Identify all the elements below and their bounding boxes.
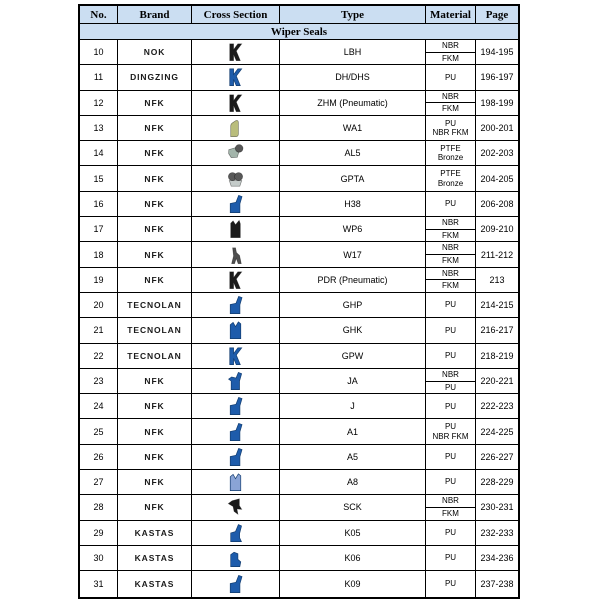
material-cell bbox=[426, 495, 476, 520]
material-value: NBR bbox=[442, 496, 459, 506]
material-value: PTFE bbox=[440, 143, 461, 153]
material-cell bbox=[426, 344, 476, 369]
type-name: WA1 bbox=[280, 116, 426, 141]
material-value: PU bbox=[444, 72, 457, 82]
cross-section-cell bbox=[192, 546, 280, 571]
material-cell bbox=[426, 40, 476, 65]
cross-section-cell bbox=[192, 369, 280, 394]
round-block-icon bbox=[224, 116, 247, 140]
table-header-row bbox=[80, 6, 518, 24]
page-range: 200-201 bbox=[476, 116, 518, 141]
page-range: 196-197 bbox=[476, 65, 518, 90]
brand-name: NFK bbox=[118, 141, 192, 166]
cross-section-cell bbox=[192, 344, 280, 369]
type-name: ZHM (Pneumatic) bbox=[280, 91, 426, 116]
material-value: PU bbox=[444, 300, 457, 310]
brand-name: TECNOLAN bbox=[118, 293, 192, 318]
type-name: K09 bbox=[280, 571, 426, 596]
material-value: PU bbox=[444, 350, 457, 360]
table-row bbox=[80, 521, 518, 546]
material-value: NBR bbox=[442, 91, 459, 101]
material-value: PU bbox=[444, 477, 457, 487]
row-number: 15 bbox=[80, 166, 118, 191]
boot-icon bbox=[224, 445, 247, 469]
brand-name: KASTAS bbox=[118, 546, 192, 571]
table-row bbox=[80, 242, 518, 267]
cross-section-cell bbox=[192, 116, 280, 141]
material-value: NBR bbox=[442, 369, 459, 379]
cross-section-cell bbox=[192, 394, 280, 419]
page-range: 194-195 bbox=[476, 40, 518, 65]
page-range: 222-223 bbox=[476, 394, 518, 419]
type-name: GPTA bbox=[280, 166, 426, 191]
row-number: 12 bbox=[80, 91, 118, 116]
table-row bbox=[80, 166, 518, 191]
cross-section-cell bbox=[192, 419, 280, 444]
boot-icon bbox=[224, 572, 247, 596]
page-range: 202-203 bbox=[476, 141, 518, 166]
type-name: AL5 bbox=[280, 141, 426, 166]
material-cell bbox=[426, 470, 476, 495]
row-number: 22 bbox=[80, 344, 118, 369]
brand-name: NFK bbox=[118, 217, 192, 242]
boot-foot-icon bbox=[224, 546, 247, 570]
material-cell bbox=[426, 192, 476, 217]
row-number: 14 bbox=[80, 141, 118, 166]
row-number: 11 bbox=[80, 65, 118, 90]
type-name: LBH bbox=[280, 40, 426, 65]
type-name: JA bbox=[280, 369, 426, 394]
row-number: 17 bbox=[80, 217, 118, 242]
column-header-type: Type bbox=[280, 6, 426, 24]
material-value: Bronze bbox=[437, 153, 464, 163]
row-number: 29 bbox=[80, 521, 118, 546]
table-row bbox=[80, 445, 518, 470]
table-row bbox=[80, 40, 518, 65]
row-number: 26 bbox=[80, 445, 118, 470]
brand-name: NFK bbox=[118, 91, 192, 116]
type-name: A5 bbox=[280, 445, 426, 470]
table-body bbox=[80, 40, 518, 597]
page-range: 213 bbox=[476, 268, 518, 293]
table-row bbox=[80, 91, 518, 116]
page-range: 218-219 bbox=[476, 344, 518, 369]
k-profile-icon bbox=[224, 65, 247, 89]
column-header-cross-section: Cross Section bbox=[192, 6, 280, 24]
k-profile-icon bbox=[224, 344, 247, 368]
brand-name: NFK bbox=[118, 445, 192, 470]
page-range: 204-205 bbox=[476, 166, 518, 191]
material-value: FKM bbox=[426, 507, 475, 520]
page-range: 214-215 bbox=[476, 293, 518, 318]
cross-section-cell bbox=[192, 268, 280, 293]
material-cell bbox=[426, 293, 476, 318]
brand-name: NOK bbox=[118, 40, 192, 65]
boot-icon bbox=[224, 192, 247, 216]
notch-block-icon bbox=[224, 318, 247, 342]
row-number: 27 bbox=[80, 470, 118, 495]
cross-section-cell bbox=[192, 293, 280, 318]
row-number: 21 bbox=[80, 318, 118, 343]
material-value: PU bbox=[444, 422, 457, 432]
material-value: NBR FKM bbox=[432, 128, 469, 138]
type-name: J bbox=[280, 394, 426, 419]
brand-name: NFK bbox=[118, 369, 192, 394]
material-cell bbox=[426, 546, 476, 571]
material-cell bbox=[426, 394, 476, 419]
page-range: 211-212 bbox=[476, 242, 518, 267]
cross-section-cell bbox=[192, 91, 280, 116]
column-header-no: No. bbox=[80, 6, 118, 24]
material-value: NBR bbox=[442, 218, 459, 228]
brand-name: NFK bbox=[118, 495, 192, 520]
material-value: PU bbox=[426, 381, 475, 394]
cross-section-cell bbox=[192, 40, 280, 65]
material-cell bbox=[426, 419, 476, 444]
table-row bbox=[80, 293, 518, 318]
brand-name: NFK bbox=[118, 268, 192, 293]
type-name: A8 bbox=[280, 470, 426, 495]
material-value: FKM bbox=[426, 279, 475, 292]
type-name: PDR (Pneumatic) bbox=[280, 268, 426, 293]
cross-section-cell bbox=[192, 242, 280, 267]
table-row bbox=[80, 65, 518, 90]
cross-section-cell bbox=[192, 192, 280, 217]
material-value: FKM bbox=[426, 229, 475, 242]
table-row bbox=[80, 318, 518, 343]
wp-block-icon bbox=[224, 217, 247, 241]
sck-lip-icon bbox=[224, 495, 247, 519]
type-name: DH/DHS bbox=[280, 65, 426, 90]
type-name: H38 bbox=[280, 192, 426, 217]
cross-section-cell bbox=[192, 445, 280, 470]
cross-section-cell bbox=[192, 318, 280, 343]
brand-name: NFK bbox=[118, 116, 192, 141]
material-cell bbox=[426, 217, 476, 242]
cross-section-cell bbox=[192, 65, 280, 90]
row-number: 13 bbox=[80, 116, 118, 141]
cross-section-cell bbox=[192, 521, 280, 546]
material-cell bbox=[426, 521, 476, 546]
material-value: PU bbox=[444, 401, 457, 411]
row-number: 19 bbox=[80, 268, 118, 293]
table-row bbox=[80, 369, 518, 394]
cross-section-cell bbox=[192, 495, 280, 520]
brand-name: KASTAS bbox=[118, 521, 192, 546]
material-value: Bronze bbox=[437, 178, 464, 188]
brand-name: TECNOLAN bbox=[118, 318, 192, 343]
row-number: 28 bbox=[80, 495, 118, 520]
type-name: K06 bbox=[280, 546, 426, 571]
material-cell bbox=[426, 166, 476, 191]
table-row bbox=[80, 546, 518, 571]
boot-tail-icon bbox=[224, 521, 247, 545]
page-range: 237-238 bbox=[476, 571, 518, 596]
brand-name: NFK bbox=[118, 242, 192, 267]
material-cell bbox=[426, 571, 476, 596]
brand-name: NFK bbox=[118, 192, 192, 217]
material-cell bbox=[426, 369, 476, 394]
cross-section-cell bbox=[192, 470, 280, 495]
table-row bbox=[80, 116, 518, 141]
material-value: NBR bbox=[442, 41, 459, 51]
type-name: W17 bbox=[280, 242, 426, 267]
table-row bbox=[80, 571, 518, 596]
page-range: 228-229 bbox=[476, 470, 518, 495]
column-header-page: Page bbox=[476, 6, 518, 24]
a-profile-icon bbox=[224, 243, 247, 267]
k-profile-icon bbox=[224, 268, 247, 292]
table-row bbox=[80, 470, 518, 495]
cross-section-cell bbox=[192, 166, 280, 191]
material-value: PU bbox=[444, 325, 457, 335]
notch-block-icon bbox=[224, 470, 247, 494]
material-value: PU bbox=[444, 199, 457, 209]
boot-icon bbox=[224, 394, 247, 418]
page-range: 206-208 bbox=[476, 192, 518, 217]
material-value: NBR bbox=[442, 243, 459, 253]
column-header-brand: Brand bbox=[118, 6, 192, 24]
material-value: NBR bbox=[442, 268, 459, 278]
row-number: 18 bbox=[80, 242, 118, 267]
table-row bbox=[80, 419, 518, 444]
page-range: 220-221 bbox=[476, 369, 518, 394]
table-row bbox=[80, 495, 518, 520]
row-number: 31 bbox=[80, 571, 118, 596]
material-value: FKM bbox=[426, 52, 475, 65]
material-value: PU bbox=[444, 553, 457, 563]
material-cell bbox=[426, 65, 476, 90]
brand-name: KASTAS bbox=[118, 571, 192, 596]
type-name: WP6 bbox=[280, 217, 426, 242]
brand-name: NFK bbox=[118, 166, 192, 191]
material-value: PU bbox=[444, 579, 457, 589]
row-number: 23 bbox=[80, 369, 118, 394]
material-value: FKM bbox=[426, 254, 475, 267]
page-range: 224-225 bbox=[476, 419, 518, 444]
k-profile-icon bbox=[224, 91, 247, 115]
material-value: PU bbox=[444, 528, 457, 538]
row-number: 25 bbox=[80, 419, 118, 444]
page-range: 230-231 bbox=[476, 495, 518, 520]
table-row bbox=[80, 268, 518, 293]
page-range: 216-217 bbox=[476, 318, 518, 343]
table-row bbox=[80, 141, 518, 166]
type-name: SCK bbox=[280, 495, 426, 520]
boot-thumb-icon bbox=[224, 369, 247, 393]
type-name: GHK bbox=[280, 318, 426, 343]
row-number: 16 bbox=[80, 192, 118, 217]
poly-circle-icon bbox=[224, 141, 247, 165]
type-name: GHP bbox=[280, 293, 426, 318]
row-number: 24 bbox=[80, 394, 118, 419]
type-name: K05 bbox=[280, 521, 426, 546]
material-value: PU bbox=[444, 452, 457, 462]
row-number: 10 bbox=[80, 40, 118, 65]
page-range: 226-227 bbox=[476, 445, 518, 470]
section-header-row bbox=[80, 24, 518, 40]
brand-name: NFK bbox=[118, 470, 192, 495]
table-row bbox=[80, 394, 518, 419]
brand-name: TECNOLAN bbox=[118, 344, 192, 369]
brand-name: DINGZING bbox=[118, 65, 192, 90]
type-name: A1 bbox=[280, 419, 426, 444]
table-row bbox=[80, 344, 518, 369]
material-value: FKM bbox=[426, 102, 475, 115]
boot-icon bbox=[224, 420, 247, 444]
material-cell bbox=[426, 318, 476, 343]
table-row bbox=[80, 192, 518, 217]
type-name: GPW bbox=[280, 344, 426, 369]
brand-name: NFK bbox=[118, 419, 192, 444]
k-profile-icon bbox=[224, 40, 247, 64]
column-header-material: Material bbox=[426, 6, 476, 24]
row-number: 30 bbox=[80, 546, 118, 571]
brand-name: NFK bbox=[118, 394, 192, 419]
boot-icon bbox=[224, 293, 247, 317]
material-cell bbox=[426, 445, 476, 470]
row-number: 20 bbox=[80, 293, 118, 318]
page-range: 209-210 bbox=[476, 217, 518, 242]
cross-section-cell bbox=[192, 141, 280, 166]
page-range: 234-236 bbox=[476, 546, 518, 571]
section-title: Wiper Seals bbox=[80, 24, 518, 40]
page-range: 198-199 bbox=[476, 91, 518, 116]
material-value: PU bbox=[444, 118, 457, 128]
material-value: PTFE bbox=[440, 169, 461, 179]
cross-section-cell bbox=[192, 571, 280, 596]
material-cell bbox=[426, 116, 476, 141]
material-value: NBR FKM bbox=[432, 431, 469, 441]
material-cell bbox=[426, 91, 476, 116]
page-range: 232-233 bbox=[476, 521, 518, 546]
table-row bbox=[80, 217, 518, 242]
cross-section-cell bbox=[192, 217, 280, 242]
material-cell bbox=[426, 242, 476, 267]
base-circles-icon bbox=[224, 167, 247, 191]
material-cell bbox=[426, 268, 476, 293]
material-cell bbox=[426, 141, 476, 166]
seal-catalog-table bbox=[78, 4, 520, 599]
